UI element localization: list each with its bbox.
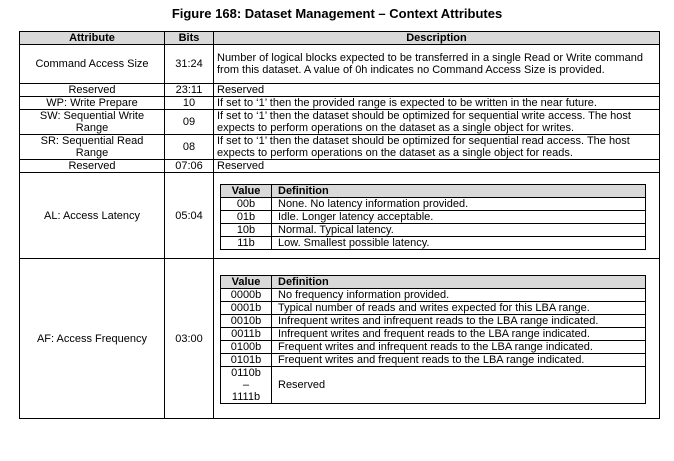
definition-cell: Typical number of reads and writes expected for this LBA range. — [272, 302, 646, 315]
attribute-cell: WP: Write Prepare — [20, 97, 165, 110]
access-frequency-table — [220, 275, 646, 404]
attribute-cell: Command Access Size — [20, 45, 165, 84]
table-row — [221, 223, 646, 236]
header-row — [221, 184, 646, 197]
table-row — [221, 315, 646, 328]
header-row — [221, 276, 646, 289]
bits-cell: 08 — [165, 135, 214, 160]
bits-cell: 05:04 — [165, 173, 214, 259]
table-row — [221, 341, 646, 354]
table-row — [20, 173, 660, 259]
attribute-header: Attribute — [20, 32, 165, 45]
bits-header: Bits — [165, 32, 214, 45]
table-row — [221, 367, 646, 404]
bits-cell: 23:11 — [165, 84, 214, 97]
attribute-cell: AL: Access Latency — [20, 173, 165, 259]
definition-cell: No frequency information provided. — [272, 289, 646, 302]
table-row — [221, 210, 646, 223]
description-cell: If set to ‘1’ then the dataset should be optimized for sequential write access. The host expects to perform operations on the dataset as a single object for writes. — [214, 110, 660, 135]
table-row — [221, 289, 646, 302]
attribute-cell: SR: Sequential Read Range — [20, 135, 165, 160]
attribute-cell: AF: Access Frequency — [20, 259, 165, 419]
table-row — [221, 302, 646, 315]
table-row — [20, 259, 660, 419]
value-cell: 0010b — [221, 315, 272, 328]
table-row — [20, 160, 660, 173]
description-cell: Number of logical blocks expected to be transferred in a single Read or Write command from this dataset. A value of 0h indicates no Command Access Size is provided. — [214, 45, 660, 84]
value-cell: 00b — [221, 197, 272, 210]
value-cell: 11b — [221, 236, 272, 249]
value-header: Value — [221, 276, 272, 289]
definition-cell: Infrequent writes and frequent reads to the LBA range indicated. — [272, 328, 646, 341]
definition-cell: Frequent writes and infrequent reads to the LBA range indicated. — [272, 341, 646, 354]
definition-header: Definition — [272, 276, 646, 289]
description-header: Description — [214, 32, 660, 45]
value-cell: 01b — [221, 210, 272, 223]
attribute-cell: Reserved — [20, 160, 165, 173]
description-cell: Reserved — [214, 160, 660, 173]
bits-cell: 03:00 — [165, 259, 214, 419]
value-range-cell — [221, 367, 272, 404]
table-row — [221, 328, 646, 341]
description-cell: If set to ‘1’ then the dataset should be optimized for sequential read access. The host expects to perform operations on the dataset as a single object for reads. — [214, 135, 660, 160]
value-cell: 0000b — [221, 289, 272, 302]
table-row — [221, 197, 646, 210]
definition-cell: None. No latency information provided. — [272, 197, 646, 210]
figure-title: Figure 168: Dataset Management – Context Attributes — [171, 6, 503, 21]
definition-cell: Reserved — [272, 367, 646, 404]
value-cell: 0001b — [221, 302, 272, 315]
bits-cell: 31:24 — [165, 45, 214, 84]
bits-cell: 07:06 — [165, 160, 214, 173]
description-cell: If set to ‘1’ then the provided range is expected to be written in the near future. — [214, 97, 660, 110]
attribute-cell: SW: Sequential Write Range — [20, 110, 165, 135]
definition-cell: Normal. Typical latency. — [272, 223, 646, 236]
bits-cell: 10 — [165, 97, 214, 110]
value-header: Value — [221, 184, 272, 197]
bits-cell: 09 — [165, 110, 214, 135]
header-row — [20, 32, 660, 45]
definition-cell: Frequent writes and frequent reads to the LBA range indicated. — [272, 354, 646, 367]
attribute-cell: Reserved — [20, 84, 165, 97]
table-row — [221, 236, 646, 249]
table-row — [221, 354, 646, 367]
definition-header: Definition — [272, 184, 646, 197]
value-cell: 10b — [221, 223, 272, 236]
table-row — [20, 45, 660, 84]
table-row — [20, 135, 660, 160]
description-cell — [214, 259, 660, 419]
value-cell: 0011b — [221, 328, 272, 341]
range-dash: – — [242, 379, 250, 391]
value-cell: 0100b — [221, 341, 272, 354]
table-row — [20, 84, 660, 97]
context-attributes-table — [19, 31, 660, 419]
definition-cell: Idle. Longer latency acceptable. — [272, 210, 646, 223]
range-end: 1111b — [231, 391, 261, 403]
access-latency-table — [220, 184, 646, 250]
table-row — [20, 110, 660, 135]
table-row — [20, 97, 660, 110]
definition-cell: Low. Smallest possible latency. — [272, 236, 646, 249]
range-start: 0110b — [231, 367, 261, 379]
description-cell: Reserved — [214, 84, 660, 97]
definition-cell: Infrequent writes and infrequent reads to the LBA range indicated. — [272, 315, 646, 328]
description-cell — [214, 173, 660, 259]
value-cell: 0101b — [221, 354, 272, 367]
